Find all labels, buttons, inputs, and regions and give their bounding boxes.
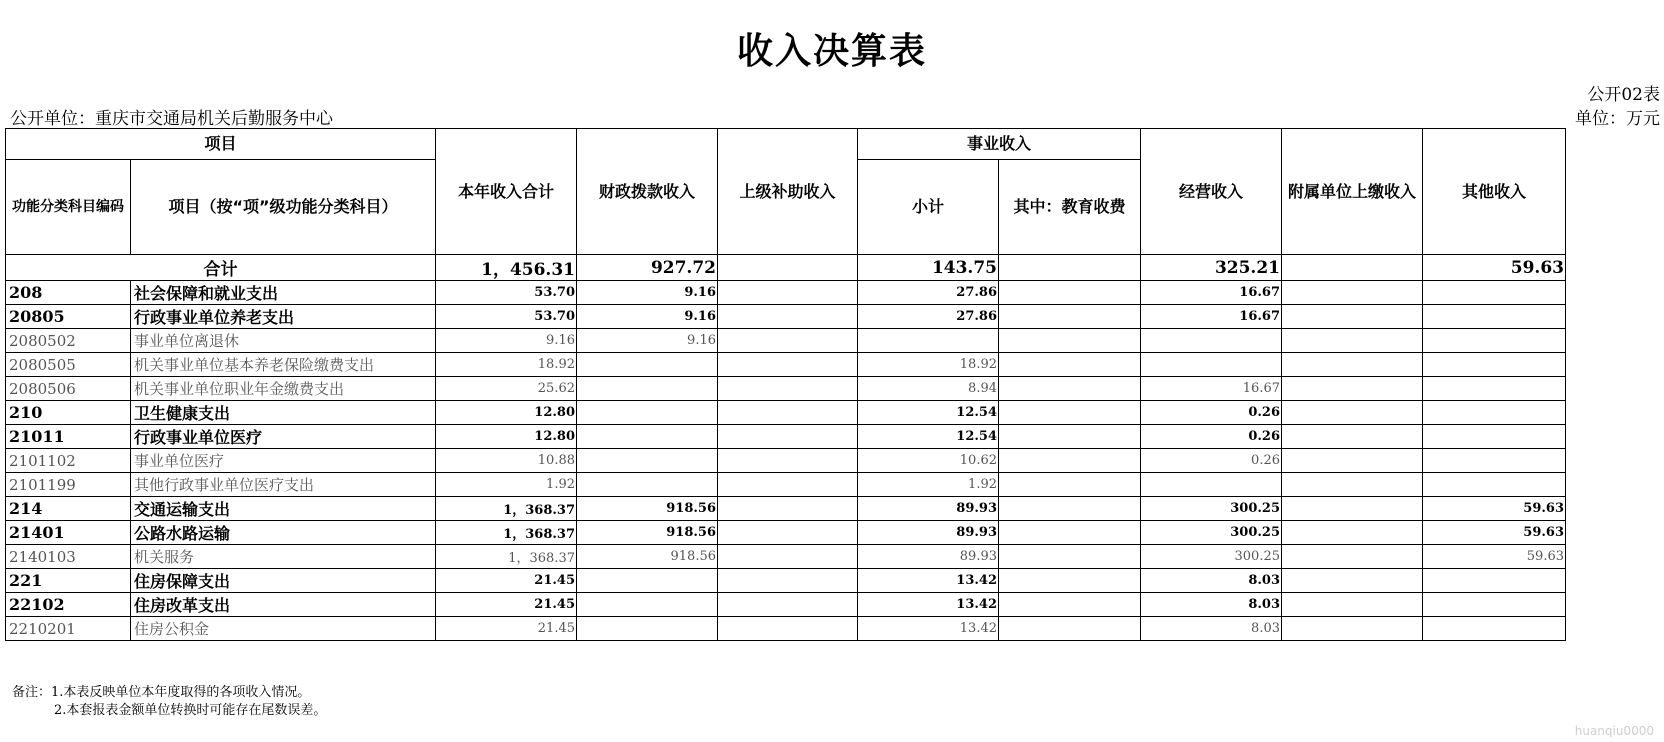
row-education-cell — [999, 377, 1141, 401]
row-operating-cell: 0.26 — [1141, 449, 1282, 473]
row-other-cell — [1423, 281, 1566, 305]
row-subtotal-cell: 12.54 — [858, 425, 999, 449]
row-code: 22102 — [6, 593, 131, 617]
row-name: 公路水路运输 — [131, 521, 436, 545]
row-name: 行政事业单位养老支出 — [131, 305, 436, 329]
row-name: 交通运输支出 — [131, 497, 436, 521]
row-total-cell: 1，368.37 — [436, 545, 577, 569]
row-code: 2210201 — [6, 617, 131, 641]
row-total-cell: 25.62 — [436, 377, 577, 401]
table-row — [6, 497, 1566, 521]
row-superior-cell — [718, 329, 858, 353]
row-education-cell — [999, 617, 1141, 641]
row-name: 机关事业单位职业年金缴费支出 — [131, 377, 436, 401]
row-name: 住房保障支出 — [131, 569, 436, 593]
row-total-cell: 1.92 — [436, 473, 577, 497]
row-affiliated-cell — [1282, 305, 1423, 329]
row-superior-cell — [718, 473, 858, 497]
row-fiscal-cell: 918.56 — [577, 497, 718, 521]
row-affiliated-cell — [1282, 401, 1423, 425]
row-total-cell: 21.45 — [436, 569, 577, 593]
row-code: 221 — [6, 569, 131, 593]
row-subtotal-cell: 8.94 — [858, 377, 999, 401]
row-other-cell — [1423, 329, 1566, 353]
row-superior-cell — [718, 593, 858, 617]
row-subtotal-cell: 13.42 — [858, 593, 999, 617]
total-fiscal-cell: 927.72 — [577, 255, 718, 281]
note-line-2: 2.本套报表金额单位转换时可能存在尾数误差。 — [54, 703, 327, 718]
row-code: 2101199 — [6, 473, 131, 497]
row-operating-cell — [1141, 473, 1282, 497]
row-other-cell — [1423, 305, 1566, 329]
header-education-fee: 其中：教育收费 — [999, 160, 1141, 255]
row-superior-cell — [718, 305, 858, 329]
table-row — [6, 521, 1566, 545]
total-operating-cell: 325.21 — [1141, 255, 1282, 281]
row-name: 事业单位医疗 — [131, 449, 436, 473]
row-fiscal-cell — [577, 377, 718, 401]
row-total-cell: 21.45 — [436, 617, 577, 641]
row-operating-cell: 16.67 — [1141, 305, 1282, 329]
row-superior-cell — [718, 545, 858, 569]
row-code: 214 — [6, 497, 131, 521]
row-education-cell — [999, 521, 1141, 545]
row-education-cell — [999, 353, 1141, 377]
row-name: 机关事业单位基本养老保险缴费支出 — [131, 353, 436, 377]
row-code: 2101102 — [6, 449, 131, 473]
total-label: 合计 — [6, 255, 436, 281]
header-other: 其他收入 — [1423, 129, 1566, 255]
table-row — [6, 377, 1566, 401]
row-code: 21401 — [6, 521, 131, 545]
row-education-cell — [999, 545, 1141, 569]
income-table — [5, 128, 1566, 641]
row-name: 卫生健康支出 — [131, 401, 436, 425]
row-total-cell: 53.70 — [436, 281, 577, 305]
row-subtotal-cell — [858, 329, 999, 353]
table-row — [6, 593, 1566, 617]
header-name: 项目（按“项”级功能分类科目） — [131, 160, 436, 255]
total-row — [6, 255, 1566, 281]
row-name: 住房改革支出 — [131, 593, 436, 617]
row-affiliated-cell — [1282, 569, 1423, 593]
total-other-cell: 59.63 — [1423, 255, 1566, 281]
row-other-cell — [1423, 617, 1566, 641]
row-code: 20805 — [6, 305, 131, 329]
row-operating-cell: 16.67 — [1141, 281, 1282, 305]
row-total-cell: 53.70 — [436, 305, 577, 329]
row-superior-cell — [718, 401, 858, 425]
total-education-cell — [999, 255, 1141, 281]
row-subtotal-cell: 1.92 — [858, 473, 999, 497]
row-operating-cell — [1141, 353, 1282, 377]
header-project: 项目 — [6, 129, 436, 160]
row-other-cell: 59.63 — [1423, 545, 1566, 569]
row-name: 事业单位离退休 — [131, 329, 436, 353]
header-total-income: 本年收入合计 — [436, 129, 577, 255]
row-other-cell — [1423, 449, 1566, 473]
organization-label: 公开单位：重庆市交通局机关后勤服务中心 — [10, 109, 333, 129]
row-fiscal-cell — [577, 401, 718, 425]
row-operating-cell: 300.25 — [1141, 545, 1282, 569]
row-subtotal-cell: 18.92 — [858, 353, 999, 377]
row-total-cell: 9.16 — [436, 329, 577, 353]
row-fiscal-cell — [577, 593, 718, 617]
row-education-cell — [999, 425, 1141, 449]
row-fiscal-cell — [577, 449, 718, 473]
header-fiscal: 财政拨款收入 — [577, 129, 718, 255]
row-fiscal-cell — [577, 353, 718, 377]
table-row — [6, 329, 1566, 353]
row-education-cell — [999, 569, 1141, 593]
table-row — [6, 353, 1566, 377]
table-row — [6, 425, 1566, 449]
row-affiliated-cell — [1282, 497, 1423, 521]
row-code: 21011 — [6, 425, 131, 449]
row-subtotal-cell: 27.86 — [858, 281, 999, 305]
row-name: 住房公积金 — [131, 617, 436, 641]
row-operating-cell: 8.03 — [1141, 617, 1282, 641]
row-total-cell: 12.80 — [436, 401, 577, 425]
row-total-cell: 1，368.37 — [436, 497, 577, 521]
row-superior-cell — [718, 425, 858, 449]
row-other-cell: 59.63 — [1423, 497, 1566, 521]
row-other-cell — [1423, 569, 1566, 593]
row-subtotal-cell: 89.93 — [858, 545, 999, 569]
table-row — [6, 569, 1566, 593]
row-fiscal-cell — [577, 425, 718, 449]
row-name: 机关服务 — [131, 545, 436, 569]
row-total-cell: 12.80 — [436, 425, 577, 449]
row-total-cell: 1，368.37 — [436, 521, 577, 545]
row-other-cell — [1423, 377, 1566, 401]
row-name: 其他行政事业单位医疗支出 — [131, 473, 436, 497]
page-title: 收入决算表 — [736, 30, 927, 72]
row-fiscal-cell — [577, 569, 718, 593]
row-education-cell — [999, 281, 1141, 305]
row-affiliated-cell — [1282, 377, 1423, 401]
row-education-cell — [999, 401, 1141, 425]
row-operating-cell: 0.26 — [1141, 425, 1282, 449]
row-superior-cell — [718, 353, 858, 377]
row-operating-cell — [1141, 329, 1282, 353]
header-affiliated: 附属单位上缴收入 — [1282, 129, 1423, 255]
table-row — [6, 281, 1566, 305]
row-other-cell — [1423, 401, 1566, 425]
row-affiliated-cell — [1282, 425, 1423, 449]
row-superior-cell — [718, 617, 858, 641]
note-line-1: 备注：1.本表反映单位本年度取得的各项收入情况。 — [12, 685, 311, 700]
row-fiscal-cell: 9.16 — [577, 305, 718, 329]
table-row — [6, 545, 1566, 569]
row-education-cell — [999, 329, 1141, 353]
row-fiscal-cell: 918.56 — [577, 545, 718, 569]
row-other-cell: 59.63 — [1423, 521, 1566, 545]
row-operating-cell: 8.03 — [1141, 569, 1282, 593]
row-education-cell — [999, 449, 1141, 473]
row-affiliated-cell — [1282, 281, 1423, 305]
row-superior-cell — [718, 497, 858, 521]
table-row — [6, 449, 1566, 473]
total-cell: 1，456.31 — [436, 255, 577, 281]
table-row — [6, 401, 1566, 425]
row-subtotal-cell: 12.54 — [858, 401, 999, 425]
row-affiliated-cell — [1282, 521, 1423, 545]
row-other-cell — [1423, 425, 1566, 449]
row-code: 2080506 — [6, 377, 131, 401]
row-operating-cell: 0.26 — [1141, 401, 1282, 425]
row-operating-cell: 16.67 — [1141, 377, 1282, 401]
row-total-cell: 18.92 — [436, 353, 577, 377]
total-superior-cell — [718, 255, 858, 281]
row-education-cell — [999, 497, 1141, 521]
row-affiliated-cell — [1282, 545, 1423, 569]
row-subtotal-cell: 13.42 — [858, 617, 999, 641]
row-code: 208 — [6, 281, 131, 305]
row-code: 210 — [6, 401, 131, 425]
row-fiscal-cell — [577, 473, 718, 497]
total-subtotal-cell: 143.75 — [858, 255, 999, 281]
row-affiliated-cell — [1282, 473, 1423, 497]
row-name: 社会保障和就业支出 — [131, 281, 436, 305]
row-affiliated-cell — [1282, 449, 1423, 473]
row-education-cell — [999, 305, 1141, 329]
row-superior-cell — [718, 449, 858, 473]
row-subtotal-cell: 10.62 — [858, 449, 999, 473]
row-code: 2140103 — [6, 545, 131, 569]
row-name: 行政事业单位医疗 — [131, 425, 436, 449]
row-total-cell: 10.88 — [436, 449, 577, 473]
row-total-cell: 21.45 — [436, 593, 577, 617]
row-other-cell — [1423, 353, 1566, 377]
header-operating: 经营收入 — [1141, 129, 1282, 255]
notes — [12, 684, 326, 720]
row-fiscal-cell: 9.16 — [577, 281, 718, 305]
row-other-cell — [1423, 593, 1566, 617]
table-row — [6, 473, 1566, 497]
row-superior-cell — [718, 377, 858, 401]
row-subtotal-cell: 89.93 — [858, 521, 999, 545]
row-education-cell — [999, 593, 1141, 617]
row-code: 2080502 — [6, 329, 131, 353]
row-education-cell — [999, 473, 1141, 497]
row-superior-cell — [718, 281, 858, 305]
table-number: 公开02表 — [1587, 85, 1660, 105]
watermark: huanqiu0000 — [1574, 724, 1654, 738]
row-superior-cell — [718, 569, 858, 593]
row-other-cell — [1423, 473, 1566, 497]
row-affiliated-cell — [1282, 593, 1423, 617]
row-subtotal-cell: 27.86 — [858, 305, 999, 329]
unit-label: 单位：万元 — [1575, 109, 1660, 129]
total-affiliated-cell — [1282, 255, 1423, 281]
table-row — [6, 617, 1566, 641]
header-superior-subsidy: 上级补助收入 — [718, 129, 858, 255]
row-operating-cell: 300.25 — [1141, 497, 1282, 521]
row-affiliated-cell — [1282, 617, 1423, 641]
row-fiscal-cell — [577, 617, 718, 641]
header-subtotal: 小计 — [858, 160, 999, 255]
row-fiscal-cell: 918.56 — [577, 521, 718, 545]
row-fiscal-cell: 9.16 — [577, 329, 718, 353]
header-business-income: 事业收入 — [858, 129, 1141, 160]
row-code: 2080505 — [6, 353, 131, 377]
row-operating-cell: 300.25 — [1141, 521, 1282, 545]
table-row — [6, 305, 1566, 329]
row-affiliated-cell — [1282, 353, 1423, 377]
row-subtotal-cell: 13.42 — [858, 569, 999, 593]
row-operating-cell: 8.03 — [1141, 593, 1282, 617]
row-affiliated-cell — [1282, 329, 1423, 353]
row-subtotal-cell: 89.93 — [858, 497, 999, 521]
table-header — [6, 129, 1566, 255]
header-code: 功能分类科目编码 — [6, 160, 131, 255]
row-superior-cell — [718, 521, 858, 545]
